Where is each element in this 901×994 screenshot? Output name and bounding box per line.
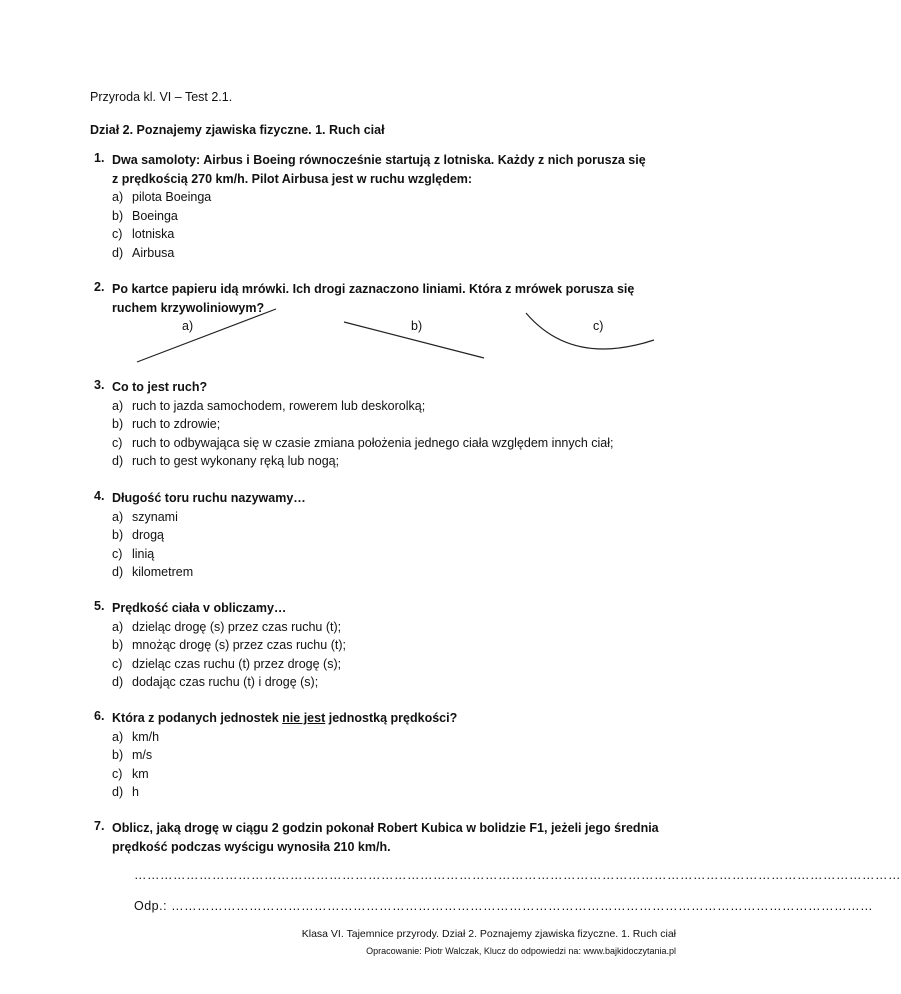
option-label: a) (112, 509, 124, 524)
question-number: 5. (94, 599, 105, 613)
option-b (112, 207, 178, 226)
option-text: dzieląc czas ruchu (t) przez drogę (s); (132, 656, 342, 671)
question-number: 6. (94, 709, 105, 723)
question-text-line: prędkość podczas wyścigu wynosiła 210 km/h. (112, 839, 391, 854)
option-text: szynami (132, 509, 178, 524)
question-text-line: ruchem krzywoliniowym? (112, 300, 265, 315)
answer-dots: ……………………………………………………………………………………………………………………………………………… (171, 899, 874, 913)
option-text: lotniska (132, 227, 175, 241)
path-a-straight-line (137, 309, 276, 362)
option-text: mnożąc drogę (s) przez czas ruchu (t); (132, 638, 346, 652)
option-c (112, 545, 154, 564)
option-label: d) (112, 565, 124, 579)
option-text: km (132, 766, 149, 781)
option-label: c) (112, 227, 123, 241)
question-text-line: Prędkość ciała v obliczamy… (112, 601, 287, 615)
option-text: dzieląc drogę (s) przez czas ruchu (t); (132, 619, 342, 634)
option-text: pilota Boeinga (132, 190, 212, 204)
option-c (112, 225, 174, 244)
option-label: a) (112, 398, 124, 413)
option-d (112, 673, 318, 692)
option-label: b) (112, 638, 124, 652)
path-c-curved-line (526, 313, 654, 349)
question-text-pre: Która z podanych jednostek (112, 711, 283, 725)
question-text-post: jednostką prędkości? (325, 711, 458, 725)
option-b (112, 636, 346, 655)
option-b (112, 746, 152, 765)
answer-label: Odp.: (134, 899, 168, 913)
option-label: d) (112, 245, 124, 260)
option-text: Boeinga (132, 208, 178, 223)
option-d (112, 452, 339, 471)
answer-line[interactable]: …………………………………………………………………………………………………………………………………………………………… (134, 868, 901, 882)
option-text: dodając czas ruchu (t) i drogę (s); (132, 675, 319, 689)
ant-paths-figure (0, 305, 768, 370)
option-b (112, 415, 220, 434)
option-a (112, 397, 425, 416)
figure-label-c: c) (593, 319, 604, 333)
option-c (112, 434, 614, 453)
option-d (112, 244, 174, 263)
option-c (112, 765, 149, 784)
option-label: b) (112, 748, 124, 762)
figure-label-a: a) (182, 319, 194, 333)
option-text: Airbusa (132, 245, 175, 260)
option-label: d) (112, 675, 124, 689)
question-number: 4. (94, 489, 105, 503)
question-text-line: Co to jest ruch? (112, 380, 208, 394)
question-number: 7. (94, 819, 105, 833)
option-label: c) (112, 656, 123, 671)
question-text-underlined: nie jest (282, 711, 326, 725)
option-label: b) (112, 417, 124, 431)
option-a (112, 188, 211, 207)
option-d (112, 783, 139, 802)
option-text: ruch to jazda samochodem, rowerem lub deskorolką; (132, 398, 426, 413)
option-b (112, 526, 164, 545)
option-text: ruch to gest wykonany ręką lub nogą; (132, 454, 340, 468)
question-number: 2. (94, 280, 105, 294)
option-text: ruch to zdrowie; (132, 417, 221, 431)
option-a (112, 618, 341, 637)
option-a (112, 728, 159, 747)
question-number: 1. (94, 151, 105, 165)
answer-odp-line[interactable] (134, 897, 874, 915)
question-text-line: Oblicz, jaką drogę w ciągu 2 godzin pokonał Robert Kubica w bolidzie F1, jeżeli jego średnia (112, 821, 659, 835)
option-label: d) (112, 454, 124, 468)
option-text: m/s (132, 748, 153, 762)
option-label: a) (112, 729, 124, 744)
option-text: drogą (132, 528, 164, 542)
option-label: a) (112, 619, 124, 634)
option-text: h (132, 785, 139, 799)
option-label: d) (112, 785, 124, 799)
option-text: linią (132, 546, 155, 561)
footer-title: Klasa VI. Tajemnice przyrody. Dział 2. Poznajemy zjawiska fizyczne. 1. Ruch ciał (301, 928, 676, 940)
question-text-line: z prędkością 270 km/h. Pilot Airbusa jest w ruchu względem: (112, 171, 473, 186)
question-text-line (112, 709, 457, 728)
question-text-line: Dwa samoloty: Airbus i Boeing równocześnie startują z lotniska. Każdy z nich porusza się (112, 153, 646, 167)
option-d (112, 563, 193, 582)
option-label: b) (112, 528, 124, 542)
option-label: c) (112, 766, 123, 781)
option-c (112, 655, 341, 674)
option-label: a) (112, 190, 124, 204)
option-text: kilometrem (132, 565, 194, 579)
option-label: c) (112, 546, 123, 561)
option-text: km/h (132, 729, 160, 744)
figure-label-b: b) (411, 319, 423, 333)
option-a (112, 508, 178, 527)
section-heading: Dział 2. Poznajemy zjawiska fizyczne. 1. Ruch ciał (90, 123, 385, 137)
document-title: Przyroda kl. VI – Test 2.1. (90, 90, 233, 104)
footer-credits: Opracowanie: Piotr Walczak, Klucz do odpowiedzi na: www.bajkidoczytania.pl (366, 946, 676, 956)
question-text-line: Długość toru ruchu nazywamy… (112, 491, 306, 505)
question-number: 3. (94, 378, 105, 392)
option-label: b) (112, 208, 124, 223)
question-text-line: Po kartce papieru idą mrówki. Ich drogi zaznaczono liniami. Która z mrówek porusza się (112, 282, 635, 296)
option-text: ruch to odbywająca się w czasie zmiana położenia jednego ciała względem innych ciał; (132, 435, 614, 450)
option-label: c) (112, 435, 123, 450)
